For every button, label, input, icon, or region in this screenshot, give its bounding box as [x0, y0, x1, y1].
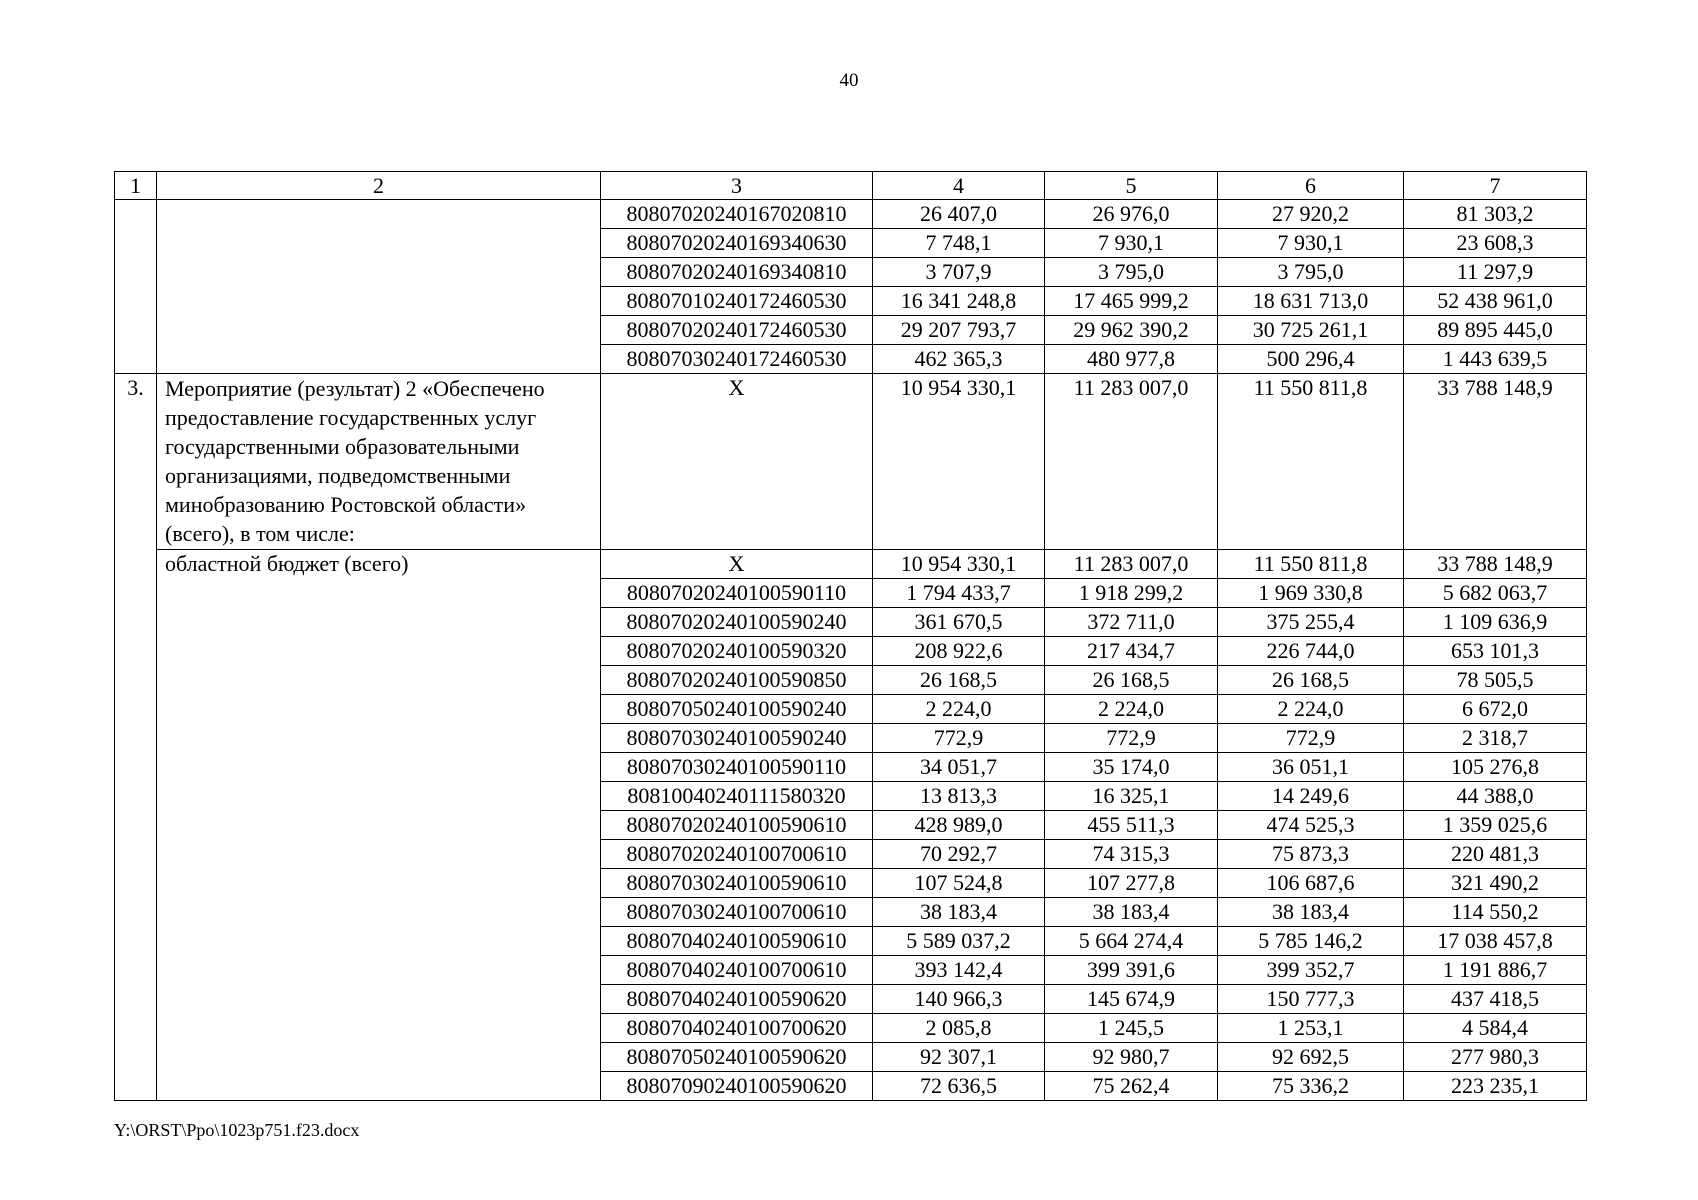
header-cell: 3	[601, 172, 873, 200]
amount-cell: 5 589 037,2	[873, 927, 1045, 956]
budget-code-cell: 80807020240100590850	[601, 666, 873, 695]
amount-cell: 361 670,5	[873, 608, 1045, 637]
amount-cell: 474 525,3	[1218, 811, 1404, 840]
header-cell: 5	[1045, 172, 1218, 200]
amount-cell: 4 584,4	[1404, 1014, 1587, 1043]
amount-cell: 75 262,4	[1045, 1072, 1218, 1101]
amount-cell: 500 296,4	[1218, 345, 1404, 374]
budget-code-cell: 80807020240167020810	[601, 200, 873, 229]
amount-cell: 1 245,5	[1045, 1014, 1218, 1043]
amount-cell: 653 101,3	[1404, 637, 1587, 666]
header-cell: 2	[157, 172, 601, 200]
amount-cell: 772,9	[873, 724, 1045, 753]
amount-cell: 114 550,2	[1404, 898, 1587, 927]
amount-cell: 34 051,7	[873, 753, 1045, 782]
amount-cell: 70 292,7	[873, 840, 1045, 869]
amount-cell: 74 315,3	[1045, 840, 1218, 869]
amount-cell: 372 711,0	[1045, 608, 1218, 637]
amount-cell: 23 608,3	[1404, 229, 1587, 258]
subsection-label: областной бюджет (всего)	[157, 550, 601, 1101]
section-amount: 11 283 007,0	[1045, 374, 1218, 550]
amount-cell: 35 174,0	[1045, 753, 1218, 782]
budget-code-cell: 80807040240100700620	[601, 1014, 873, 1043]
row-number-cell	[115, 200, 157, 374]
subsection-amount: 10 954 330,1	[873, 550, 1045, 579]
amount-cell: 3 707,9	[873, 258, 1045, 287]
amount-cell: 217 434,7	[1045, 637, 1218, 666]
amount-cell: 321 490,2	[1404, 869, 1587, 898]
amount-cell: 455 511,3	[1045, 811, 1218, 840]
amount-cell: 92 307,1	[873, 1043, 1045, 1072]
amount-cell: 72 636,5	[873, 1072, 1045, 1101]
amount-cell: 223 235,1	[1404, 1072, 1587, 1101]
amount-cell: 26 168,5	[873, 666, 1045, 695]
budget-code-cell: 80807050240100590240	[601, 695, 873, 724]
amount-cell: 17 465 999,2	[1045, 287, 1218, 316]
amount-cell: 3 795,0	[1218, 258, 1404, 287]
header-row	[115, 172, 1587, 200]
amount-cell: 399 391,6	[1045, 956, 1218, 985]
amount-cell: 1 969 330,8	[1218, 579, 1404, 608]
section-title: Мероприятие (результат) 2 «Обеспечено предоставление государственных услуг государственными образовательными организациями, подведомственными минобразованию Ростовской области» (всего), в том числе:	[157, 374, 601, 550]
amount-cell: 36 051,1	[1218, 753, 1404, 782]
amount-cell: 75 873,3	[1218, 840, 1404, 869]
budget-code-cell: 80807020240169340810	[601, 258, 873, 287]
amount-cell: 2 318,7	[1404, 724, 1587, 753]
amount-cell: 27 920,2	[1218, 200, 1404, 229]
budget-code-cell: 80807040240100590610	[601, 927, 873, 956]
amount-cell: 107 277,8	[1045, 869, 1218, 898]
amount-cell: 16 325,1	[1045, 782, 1218, 811]
header-cell: 4	[873, 172, 1045, 200]
amount-cell: 437 418,5	[1404, 985, 1587, 1014]
amount-cell: 14 249,6	[1218, 782, 1404, 811]
amount-cell: 1 191 886,7	[1404, 956, 1587, 985]
amount-cell: 220 481,3	[1404, 840, 1587, 869]
amount-cell: 11 297,9	[1404, 258, 1587, 287]
amount-cell: 26 168,5	[1045, 666, 1218, 695]
amount-cell: 1 794 433,7	[873, 579, 1045, 608]
amount-cell: 7 930,1	[1218, 229, 1404, 258]
section-code: X	[601, 374, 873, 550]
amount-cell: 7 748,1	[873, 229, 1045, 258]
amount-cell: 13 813,3	[873, 782, 1045, 811]
budget-table	[114, 171, 1587, 1101]
amount-cell: 277 980,3	[1404, 1043, 1587, 1072]
header-cell: 1	[115, 172, 157, 200]
budget-code-cell: 80807040240100590620	[601, 985, 873, 1014]
budget-code-cell: 80807040240100700610	[601, 956, 873, 985]
amount-cell: 208 922,6	[873, 637, 1045, 666]
amount-cell: 5 682 063,7	[1404, 579, 1587, 608]
amount-cell: 78 505,5	[1404, 666, 1587, 695]
amount-cell: 18 631 713,0	[1218, 287, 1404, 316]
amount-cell: 29 962 390,2	[1045, 316, 1218, 345]
amount-cell: 480 977,8	[1045, 345, 1218, 374]
budget-code-cell: 80807020240172460530	[601, 316, 873, 345]
amount-cell: 226 744,0	[1218, 637, 1404, 666]
amount-cell: 106 687,6	[1218, 869, 1404, 898]
amount-cell: 772,9	[1045, 724, 1218, 753]
budget-code-cell: 80807030240100700610	[601, 898, 873, 927]
subsection-amount: 11 283 007,0	[1045, 550, 1218, 579]
amount-cell: 150 777,3	[1218, 985, 1404, 1014]
amount-cell: 75 336,2	[1218, 1072, 1404, 1101]
amount-cell: 38 183,4	[873, 898, 1045, 927]
amount-cell: 393 142,4	[873, 956, 1045, 985]
amount-cell: 38 183,4	[1218, 898, 1404, 927]
amount-cell: 89 895 445,0	[1404, 316, 1587, 345]
amount-cell: 2 224,0	[1045, 695, 1218, 724]
budget-code-cell: 80807020240100590240	[601, 608, 873, 637]
amount-cell: 5 664 274,4	[1045, 927, 1218, 956]
amount-cell: 5 785 146,2	[1218, 927, 1404, 956]
amount-cell: 2 224,0	[873, 695, 1045, 724]
amount-cell: 3 795,0	[1045, 258, 1218, 287]
subsection-row	[115, 550, 1587, 579]
budget-code-cell: 80807030240172460530	[601, 345, 873, 374]
amount-cell: 29 207 793,7	[873, 316, 1045, 345]
amount-cell: 140 966,3	[873, 985, 1045, 1014]
amount-cell: 26 976,0	[1045, 200, 1218, 229]
budget-code-cell: 80807050240100590620	[601, 1043, 873, 1072]
amount-cell: 17 038 457,8	[1404, 927, 1587, 956]
amount-cell: 7 930,1	[1045, 229, 1218, 258]
budget-code-cell: 80807020240100700610	[601, 840, 873, 869]
subsection-amount: 11 550 811,8	[1218, 550, 1404, 579]
amount-cell: 399 352,7	[1218, 956, 1404, 985]
amount-cell: 38 183,4	[1045, 898, 1218, 927]
amount-cell: 30 725 261,1	[1218, 316, 1404, 345]
section-number: 3.	[115, 374, 157, 1101]
amount-cell: 428 989,0	[873, 811, 1045, 840]
section-amount: 10 954 330,1	[873, 374, 1045, 550]
amount-cell: 26 407,0	[873, 200, 1045, 229]
amount-cell: 1 253,1	[1218, 1014, 1404, 1043]
budget-code-cell: 80810040240111580320	[601, 782, 873, 811]
amount-cell: 145 674,9	[1045, 985, 1218, 1014]
amount-cell: 92 980,7	[1045, 1043, 1218, 1072]
amount-cell: 1 359 025,6	[1404, 811, 1587, 840]
budget-code-cell: 80807020240169340630	[601, 229, 873, 258]
budget-code-cell: 80807010240172460530	[601, 287, 873, 316]
amount-cell: 6 672,0	[1404, 695, 1587, 724]
budget-code-cell: 80807030240100590110	[601, 753, 873, 782]
budget-code-cell: 80807020240100590110	[601, 579, 873, 608]
budget-code-cell: 80807030240100590240	[601, 724, 873, 753]
amount-cell: 16 341 248,8	[873, 287, 1045, 316]
section-amount: 33 788 148,9	[1404, 374, 1587, 550]
amount-cell: 772,9	[1218, 724, 1404, 753]
amount-cell: 2 224,0	[1218, 695, 1404, 724]
subsection-amount: 33 788 148,9	[1404, 550, 1587, 579]
amount-cell: 52 438 961,0	[1404, 287, 1587, 316]
table-row	[115, 200, 1587, 229]
budget-code-cell: 80807030240100590610	[601, 869, 873, 898]
description-cell	[157, 200, 601, 374]
amount-cell: 1 109 636,9	[1404, 608, 1587, 637]
subsection-code: X	[601, 550, 873, 579]
amount-cell: 92 692,5	[1218, 1043, 1404, 1072]
amount-cell: 81 303,2	[1404, 200, 1587, 229]
footer-file-path: Y:\ORST\Ppo\1023p751.f23.docx	[114, 1120, 360, 1140]
amount-cell: 1 443 639,5	[1404, 345, 1587, 374]
amount-cell: 107 524,8	[873, 869, 1045, 898]
budget-code-cell: 80807090240100590620	[601, 1072, 873, 1101]
header-cell: 6	[1218, 172, 1404, 200]
header-cell: 7	[1404, 172, 1587, 200]
amount-cell: 44 388,0	[1404, 782, 1587, 811]
section-amount: 11 550 811,8	[1218, 374, 1404, 550]
amount-cell: 375 255,4	[1218, 608, 1404, 637]
amount-cell: 26 168,5	[1218, 666, 1404, 695]
amount-cell: 1 918 299,2	[1045, 579, 1218, 608]
amount-cell: 105 276,8	[1404, 753, 1587, 782]
amount-cell: 2 085,8	[873, 1014, 1045, 1043]
budget-code-cell: 80807020240100590320	[601, 637, 873, 666]
budget-code-cell: 80807020240100590610	[601, 811, 873, 840]
page-number: 40	[839, 70, 859, 91]
amount-cell: 462 365,3	[873, 345, 1045, 374]
section-row	[115, 374, 1587, 550]
